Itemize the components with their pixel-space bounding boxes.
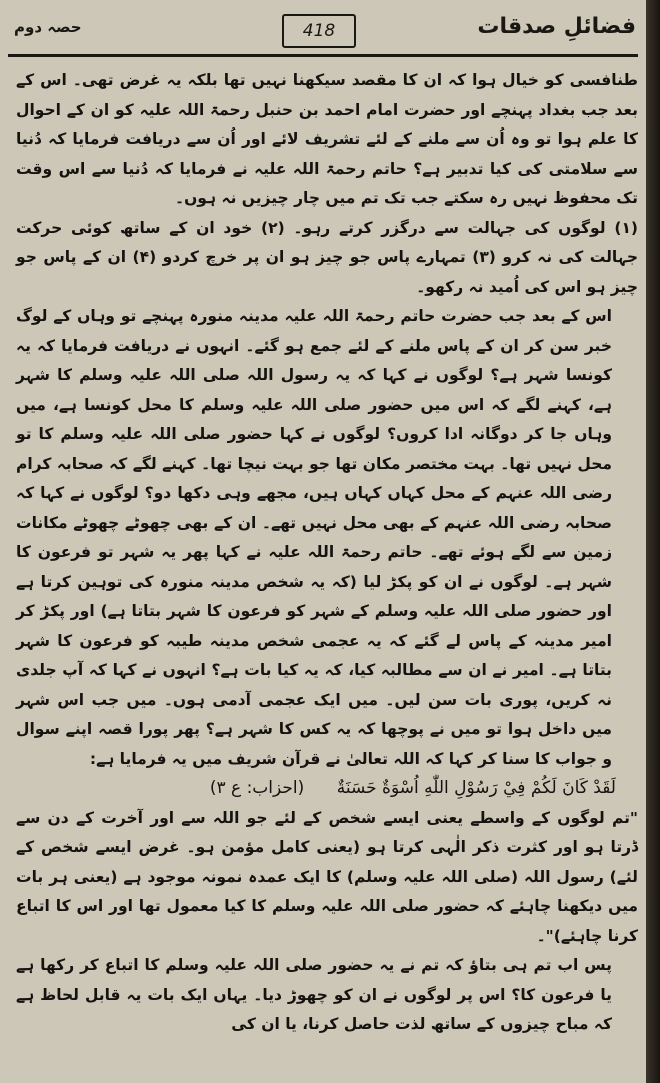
page-body — [16, 66, 638, 1078]
page-number: 418 — [282, 14, 356, 48]
quran-verse — [16, 774, 638, 804]
page-header — [0, 0, 646, 52]
part-label: حصہ دوم — [14, 18, 82, 36]
closing-paragraph: پس اب تم ہی بتاؤ کہ تم نے یہ حضور صلی اللہ علیہ وسلم کا اتباع کر رکھا ہے یا فرعون کا؟ اس پر لوگوں نے ان کو چھوڑ دیا۔ یہاں ایک بات یہ قابل لحاظ ہے کہ مباح چیزوں کے ساتھ لذت حاصل کرنا، یا ان کی — [16, 956, 612, 1033]
header-rule — [8, 54, 638, 57]
verse-arabic: لَقَدْ كَانَ لَكُمْ فِيْ رَسُوْلِ اللّٰهِ اُسْوَةٌ حَسَنَةٌ — [336, 778, 616, 798]
paragraph-2: (۱) لوگوں کی جہالت سے درگزر کرتے رہو۔ (۲) خود ان کے ساتھ کوئی حرکت جہالت کی نہ کرو (۳) تمہارے پاس جو چیز ہو ان پر خرچ کردو (۴) ان کے پاس جو چیز ہو اس کی اُمید نہ رکھو۔ — [16, 218, 639, 296]
verse-translation: "تم لوگوں کے واسطے یعنی ایسے شخص کے لئے جو اللہ سے اور آخرت کے دن سے ڈرتا ہو اور کثرت ذکر الٰہی کرتا ہو (یعنی کامل مؤمن ہو۔ غرض ایسے شخص کے لئے) رسول اللہ (صلی اللہ علیہ وسلم) کا ایک عمدہ نمونہ موجود ہے (یعنی ہر بات میں دیکھنا چاہئے کہ حضور صلی اللہ علیہ وسلم کا کیا معمول تھا اور اس کا اتباع کرنا چاہئے)"۔ — [16, 808, 638, 945]
paragraph-1: طنافسی کو خیال ہوا کہ ان کا مقصد سیکھنا نہیں تھا بلکہ یہ غرض تھی۔ اس کے بعد جب بغداد پہنچے اور حضرت امام احمد بن حنبل رحمۃ اللہ علیہ کو ان کے احوال کا علم ہوا تو وہ اُن سے ملنے کے لئے تشریف لائے اور اُن سے دریافت فرمایا کہ دُنیا سے سلامتی کی کیا تدبیر ہے؟ حاتم رحمۃ اللہ علیہ نے فرمایا کہ دُنیا سے اس وقت تک محفوظ نہیں رہ سکتے جب تک تم میں چار چیزیں نہ ہوں۔ — [16, 71, 638, 207]
verse-reference: (احزاب: ع ۳) — [209, 778, 305, 798]
paragraph-3: اس کے بعد جب حضرت حاتم رحمۃ اللہ علیہ مدینہ منورہ پہنچے تو وہاں کے لوگ خبر سن کر ان کے پاس ملنے کے لئے جمع ہو گئے۔ انہوں نے دریافت فرمایا کہ یہ کونسا شہر ہے؟ لوگوں نے کہا کہ یہ رسول اللہ صلی اللہ علیہ وسلم کا شہر ہے، کہنے لگے کہ اس میں حضور صلی اللہ علیہ وسلم کا محل کونسا ہے، میں وہاں جا کر دوگانہ ادا کروں؟ لوگوں نے کہا حضور صلی اللہ علیہ وسلم کا تو محل نہیں تھا۔ بہت مختصر مکان تھا جو بہت نیچا تھا۔ کہنے لگے کہ صحابہ کرام رضی اللہ عنہم کے محل کہاں کہاں ہیں، مجھے وہی دکھا دو؟ لوگوں نے کہا کہ صحابہ رضی اللہ عنہم کے بھی محل نہیں تھے۔ ان کے بھی چھوٹے چھوٹے مکانات زمین سے لگے ہوئے تھے۔ حاتم رحمۃ اللہ علیہ نے کہا پھر یہ شہر تو فرعون کا شہر ہے۔ لوگوں نے ان کو پکڑ لیا (کہ یہ شخص مدینہ منورہ کی توہین کرتا ہے اور حضور صلی اللہ علیہ وسلم کے شہر کو فرعون کا شہر بتاتا ہے) اور پکڑ کر امیر مدینہ کے پاس لے گئے کہ یہ عجمی شخص مدینہ طیبہ کو فرعون کا شہر بتاتا ہے۔ امیر نے ان سے مطالبہ کیا، کہ یہ کیا بات ہے؟ انہوں نے کہا کہ آپ جلدی نہ کریں، پوری بات سن لیں۔ میں ایک عجمی آدمی ہوں۔ میں جب اس شہر میں داخل ہوا تو میں نے پوچھا کہ یہ کس کا شہر ہے؟ پھر پورا قصہ اپنے سوال و جواب کا سنا کر کہا کہ اللہ تعالیٰ نے قرآن شریف میں یہ فرمایا ہے: — [16, 307, 612, 768]
book-binding-edge — [646, 0, 660, 1083]
book-title: فضائلِ صدقات — [477, 14, 636, 39]
